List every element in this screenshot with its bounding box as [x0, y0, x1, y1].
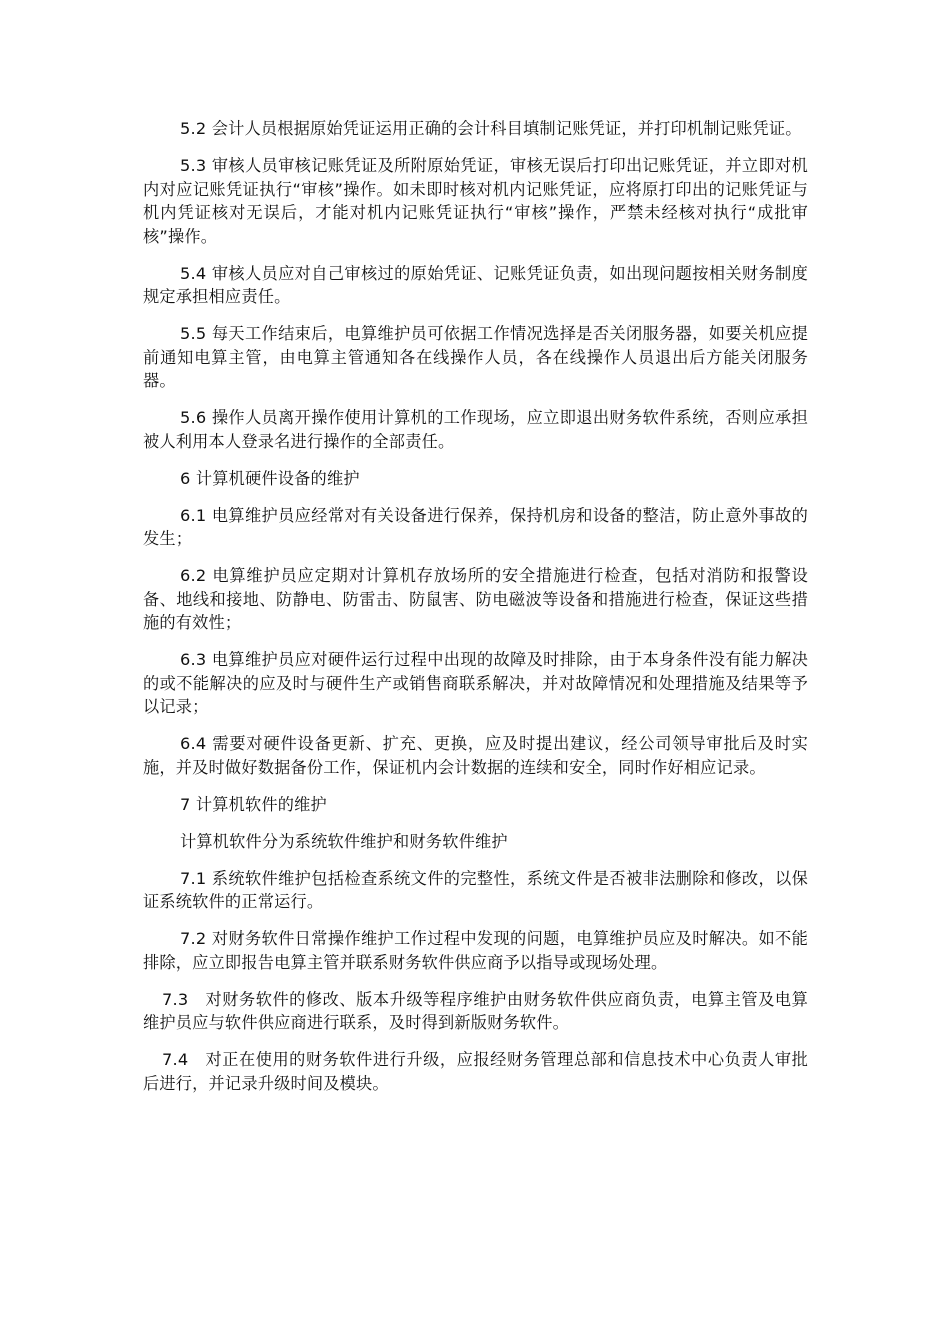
document-body: [143, 117, 808, 1109]
paragraph-7-3: 7.3 对财务软件的修改、版本升级等程序维护由财务软件供应商负责，电算主管及电算维护员应与软件供应商进行联系，及时得到新版财务软件。: [143, 989, 808, 1032]
section-heading-6: 6 计算机硬件设备的维护: [180, 468, 360, 488]
paragraph-5-3: 5.3 审核人员审核记账凭证及所附原始凭证，审核无误后打印出记账凭证，并立即对机内对应记账凭证执行“审核”操作。如未即时核对机内记账凭证，应将原打印出的记账凭证与机内凭证核对无误后，才能对机内记账凭证执行“审核”操作，严禁未经核对执行“成批审核”操作。: [143, 156, 808, 246]
paragraph-7-1: 7.1 系统软件维护包括检查系统文件的完整性，系统文件是否被非法删除和修改，以保证系统软件的正常运行。: [143, 868, 808, 911]
paragraph-5-4: 5.4 审核人员应对自己审核过的原始凭证、记账凭证负责，如出现问题按相关财务制度规定承担相应责任。: [143, 263, 808, 306]
paragraph-7-2: 7.2 对财务软件日常操作维护工作过程中发现的问题，电算维护员应及时解决。如不能排除，应立即报告电算主管并联系财务软件供应商予以指导或现场处理。: [143, 929, 808, 972]
paragraph-5-5: 5.5 每天工作结束后，电算维护员可依据工作情况选择是否关闭服务器，如要关机应提前通知电算主管，由电算主管通知各在线操作人员，各在线操作人员退出后方能关闭服务器。: [143, 324, 808, 390]
paragraph-6-1: 6.1 电算维护员应经常对有关设备进行保养，保持机房和设备的整洁，防止意外事故的发生；: [143, 505, 808, 548]
paragraph-6-3: 6.3 电算维护员应对硬件运行过程中出现的故障及时排除，由于本身条件没有能力解决的或不能解决的应及时与硬件生产或销售商联系解决，并对故障情况和处理措施及结果等予以记录；: [143, 650, 808, 716]
paragraph-7-intro: 计算机软件分为系统软件维护和财务软件维护: [180, 831, 508, 851]
paragraph-5-6: 5.6 操作人员离开操作使用计算机的工作现场，应立即退出财务软件系统，否则应承担被人利用本人登录名进行操作的全部责任。: [143, 408, 808, 451]
paragraph-6-4: 6.4 需要对硬件设备更新、扩充、更换，应及时提出建议，经公司领导审批后及时实施，并及时做好数据备份工作，保证机内会计数据的连续和安全，同时作好相应记录。: [143, 734, 808, 777]
paragraph-7-4: 7.4 对正在使用的财务软件进行升级，应报经财务管理总部和信息技术中心负责人审批后进行，并记录升级时间及模块。: [143, 1050, 808, 1093]
paragraph-5-2: 5.2 会计人员根据原始凭证运用正确的会计科目填制记账凭证，并打印机制记账凭证。: [180, 119, 802, 138]
section-heading-7: 7 计算机软件的维护: [180, 794, 327, 814]
paragraph-6-2: 6.2 电算维护员应定期对计算机存放场所的安全措施进行检查，包括对消防和报警设备、地线和接地、防静电、防雷击、防鼠害、防电磁波等设备和措施进行检查，保证这些措施的有效性；: [143, 566, 808, 632]
